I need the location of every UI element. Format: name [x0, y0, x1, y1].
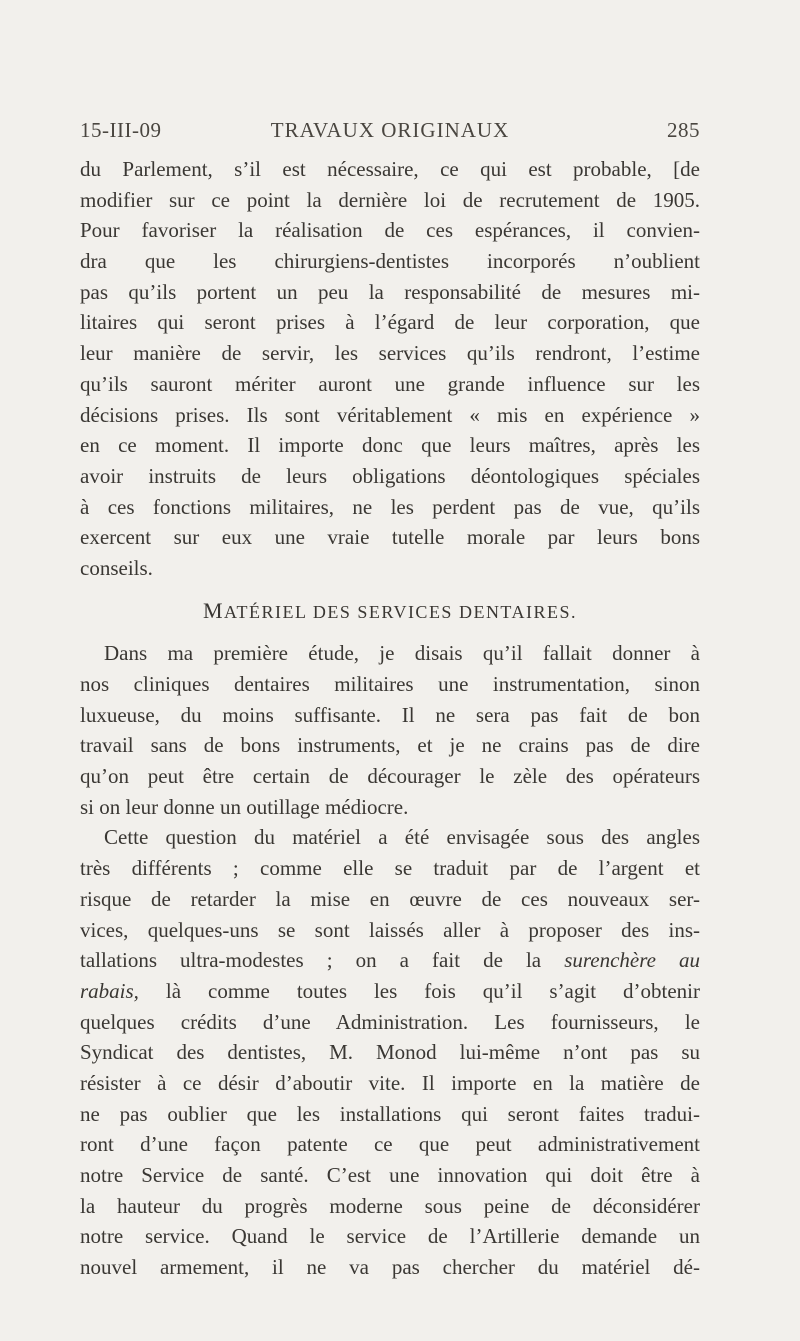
text-line: Cette question du matériel a été envisagée sous des angles	[104, 825, 700, 850]
text-line: avoir instruits de leurs obligations déontologiques spéciales	[80, 463, 700, 488]
italic-phrase: rabais,	[80, 978, 139, 1003]
text-line: ne pas oublier que les installations qui seront faites tradui-	[80, 1101, 700, 1126]
text-line: modifier sur ce point la dernière loi de recrutement de 1905.	[80, 187, 700, 212]
text-line: nos cliniques dentaires militaires une instrumentation, sinon	[80, 672, 700, 696]
issue-date: 15-III-09	[80, 118, 162, 142]
text-line: à ces fonctions militaires, ne les perdent pas de vue, qu’ils	[80, 494, 700, 519]
page-header	[80, 118, 700, 148]
paragraph-3	[80, 822, 700, 1282]
text-line: résister à ce désir d’aboutir vite. Il importe en la matière de	[80, 1070, 700, 1095]
italic-phrase: surenchère au	[564, 948, 701, 973]
text-line: Pour favoriser la réalisation de ces espérances, il convien-	[80, 218, 700, 243]
text-fragment: tallations ultra-modestes ; on a fait de la	[80, 948, 565, 973]
section-heading	[80, 596, 700, 627]
text-line: leur manière de servir, les services qu’ils rendront, l’estime	[80, 341, 700, 366]
text-line: Syndicat des dentistes, M. Monod lui-même n’ont pas su	[80, 1040, 700, 1065]
text-line: quelques crédits d’une Administration. Les fournisseurs, le	[80, 1009, 700, 1034]
text-fragment: là comme toutes les fois qu’il s’agit d’obtenir	[138, 978, 700, 1003]
text-line: travail sans de bons instruments, et je ne crains pas de dire	[80, 733, 700, 758]
text-line: vices, quelques-uns se sont laissés aller à proposer des ins-	[80, 917, 700, 942]
text-line: qu’on peut être certain de décourager le zèle des opérateurs	[80, 764, 700, 789]
text-line: Dans ma première étude, je disais qu’il fallait donner à	[104, 641, 700, 666]
text-line: litaires qui seront prises à l’égard de leur corporation, que	[80, 310, 700, 335]
text-line: nouvel armement, il ne va pas chercher du matériel dé-	[80, 1255, 700, 1280]
text-line: décisions prises. Ils sont véritablement « mis en expérience »	[80, 402, 700, 427]
text-line: en ce moment. Il importe donc que leurs maîtres, après les	[80, 433, 700, 458]
section-heading-initial: M	[202, 597, 225, 623]
text-line: si on leur donne un outillage médiocre.	[80, 794, 409, 819]
text-line	[80, 976, 700, 1007]
text-line: ront d’une façon patente ce que peut administrativement	[80, 1132, 700, 1157]
text-line: luxueuse, du moins suffisante. Il ne sera pas fait de bon	[80, 702, 700, 727]
text-line: pas qu’ils portent un peu la responsabilité de mesures mi-	[80, 279, 700, 304]
text-line: risque de retarder la mise en œuvre de ces nouveaux ser-	[80, 886, 700, 911]
text-line: très différents ; comme elle se traduit par de l’argent et	[80, 856, 700, 881]
text-line: la hauteur du progrès moderne sous peine de déconsidérer	[80, 1193, 700, 1218]
running-title: TRAVAUX ORIGINAUX	[270, 118, 510, 142]
text-line: qu’ils sauront mériter auront une grande influence sur les	[80, 371, 700, 396]
paragraph-1	[80, 154, 700, 584]
paragraph-2	[80, 638, 700, 822]
text-line: conseils.	[80, 555, 153, 580]
page-body	[80, 154, 700, 1283]
text-line: exercent sur eux une vraie tutelle morale par leurs bons	[80, 525, 700, 550]
section-heading-rest: ATÉRIEL DES SERVICES DENTAIRES.	[224, 601, 577, 622]
text-line: notre service. Quand le service de l’Artillerie demande un	[80, 1224, 700, 1249]
text-line: notre Service de santé. C’est une innovation qui doit être à	[80, 1163, 700, 1187]
text-line	[80, 945, 700, 976]
page-number: 285	[667, 118, 700, 142]
text-line: dra que les chirurgiens-dentistes incorporés n’oublient	[80, 249, 700, 274]
text-line: du Parlement, s’il est nécessaire, ce qui est probable, [de	[80, 157, 700, 181]
